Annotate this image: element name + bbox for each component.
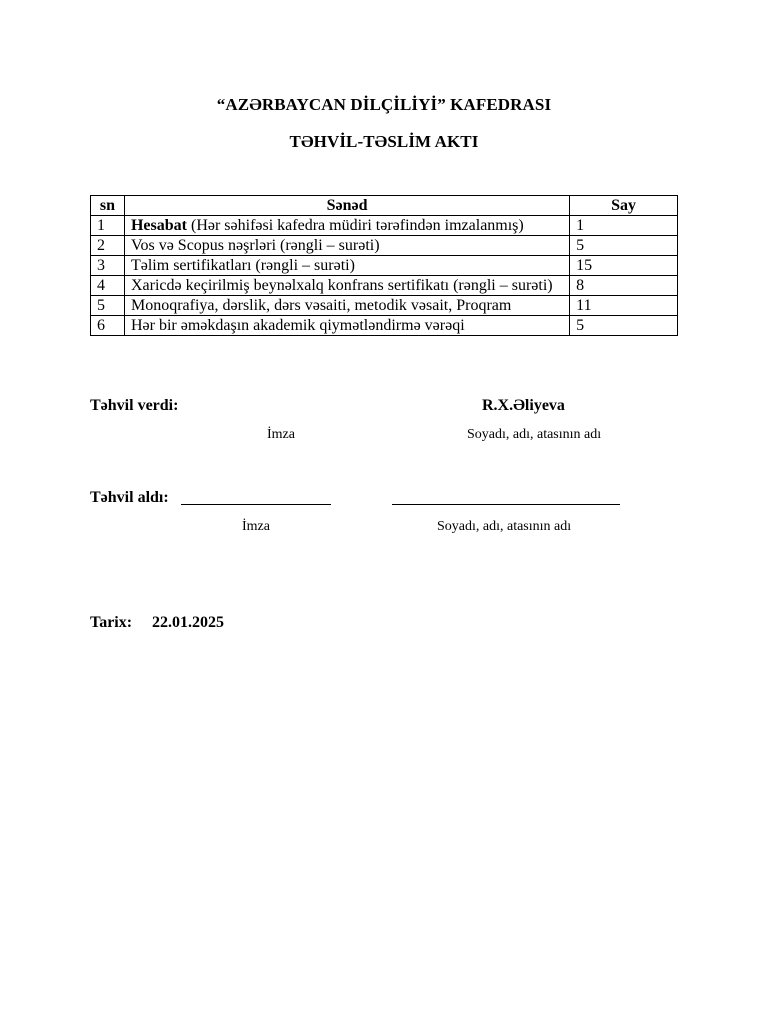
- received-name-caption: Soyadı, adı, atasının adı: [437, 519, 572, 534]
- column-header-sn: sn: [91, 196, 125, 216]
- row-number: 6: [91, 316, 125, 336]
- row-number: 1: [91, 216, 125, 236]
- document-name: Hər bir əməkdaşın akademik qiymətləndirmə vərəqi: [124, 316, 569, 336]
- table-row: [91, 276, 678, 296]
- table-row: [91, 296, 678, 316]
- received-signature-line: [181, 504, 331, 505]
- row-number: 5: [91, 296, 125, 316]
- row-number: 2: [91, 236, 125, 256]
- documents-table: [90, 195, 678, 336]
- document-name: [124, 216, 569, 236]
- document-name: Monoqrafiya, dərslik, dərs vəsaiti, metodik vəsait, Proqram: [124, 296, 569, 316]
- document-count: 5: [570, 316, 678, 336]
- column-header-document: Sənəd: [124, 196, 569, 216]
- date-label: Tarix:: [90, 614, 133, 631]
- table-row: [91, 216, 678, 236]
- document-name: Vos və Scopus nəşrləri (rəngli – surəti): [124, 236, 569, 256]
- document-count: 1: [570, 216, 678, 236]
- table-header-row: [91, 196, 678, 216]
- document-count: 5: [570, 236, 678, 256]
- received-name-line: [392, 504, 620, 505]
- row-number: 3: [91, 256, 125, 276]
- document-count: 11: [570, 296, 678, 316]
- document-count: 8: [570, 276, 678, 296]
- document-name-text: (Hər səhifəsi kafedra müdiri tərəfindən imzalanmış): [186, 217, 524, 234]
- document-name: Xaricdə keçirilmiş beynəlxalq konfrans sertifikatı (rəngli – surəti): [124, 276, 569, 296]
- delivered-by-name: R.X.Əliyeva: [482, 397, 565, 414]
- table-row: [91, 256, 678, 276]
- received-by-label: Təhvil aldı:: [90, 489, 169, 506]
- delivered-name-caption: Soyadı, adı, atasının adı: [467, 427, 602, 442]
- document-name-bold: Hesabat: [130, 217, 187, 234]
- document-name: Təlim sertifikatları (rəngli – surəti): [124, 256, 569, 276]
- document-count: 15: [570, 256, 678, 276]
- document-title: “AZƏRBAYCAN DİLÇİLİYİ” KAFEDRASI: [216, 95, 552, 114]
- column-header-count: Say: [570, 196, 678, 216]
- row-number: 4: [91, 276, 125, 296]
- date-value: 22.01.2025: [152, 614, 224, 631]
- delivered-signature-caption: İmza: [267, 427, 295, 442]
- table-row: [91, 316, 678, 336]
- document-subtitle: TƏHVİL-TƏSLİM AKTI: [289, 132, 479, 151]
- received-signature-caption: İmza: [242, 519, 270, 534]
- table-row: [91, 236, 678, 256]
- delivered-by-label: Təhvil verdi:: [90, 397, 179, 414]
